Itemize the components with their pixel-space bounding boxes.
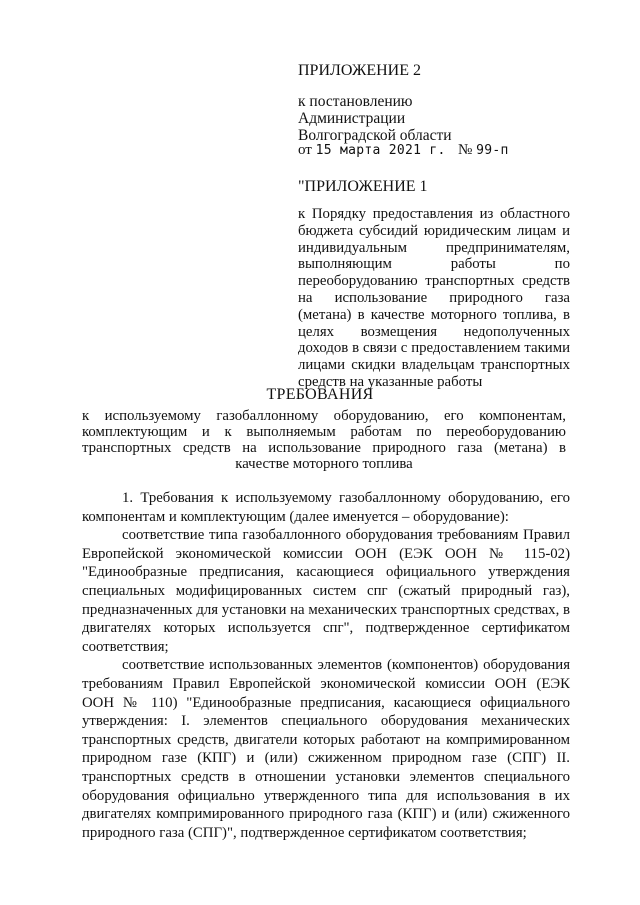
document-body bbox=[82, 489, 570, 842]
document-title: ТРЕБОВАНИЯ bbox=[266, 386, 374, 403]
decree-number-group bbox=[458, 142, 509, 159]
body-paragraph: соответствие использованных элементов (компонентов) оборудования требованиям Правил Европейской экономической комиссии ООН (ЕЭК ООН № 110) "Единообразные предписания, касающиеся официального утверждения: I. элементов специального оборудования механических транспортных средств, двигатели которых работают на компримированном природном газе (КПГ) и (или) сжиженном природном газе (СПГ) II. транспортных средств в отношении установки элементов специального оборудования официально утвержденного типа для использования в их двигателях компримированного природного газа (КПГ) и (или) сжиженного природного газа (СПГ)", подтвержденное сертификатом соответствия; bbox=[82, 657, 570, 841]
appendix-reference-line: к постановлению bbox=[298, 93, 413, 110]
number-prefix: № bbox=[458, 142, 473, 158]
appendix-one-heading: "ПРИЛОЖЕНИЕ 1 bbox=[298, 178, 428, 195]
appendix-reference-line: Волгоградской области bbox=[298, 127, 452, 144]
document-subtitle: к используемому газобаллонному оборудованию, его компонентам, комплектующим и к выполняемым работам по переоборудованию транспортных средств на использование природного газа (метана) в качестве моторного топлива bbox=[82, 408, 566, 472]
appendix-reference bbox=[298, 93, 570, 144]
appendix-reference-line: Администрации bbox=[298, 110, 406, 127]
appendix-one-text: к Порядку предоставления из областного бюджета субсидий юридическим лицам и индивидуальным предпринимателям, выполняющим работы по переоборудованию транспортных средств на использование природного газа (метана) в качестве моторного топлива, в целях возмещения недополученных доходов в связи с предоставлением такими лицами скидки владельцам транспортных средств на указанные работы bbox=[298, 206, 570, 390]
decree-number: 99-п bbox=[476, 143, 509, 158]
body-paragraph: 1. Требования к используемому газобаллонному оборудованию, его компонентам и комплектующим (далее именуется – оборудование): bbox=[82, 490, 570, 525]
date-prefix: от bbox=[298, 142, 312, 158]
appendix-heading: ПРИЛОЖЕНИЕ 2 bbox=[298, 62, 422, 79]
decree-date: 15 марта 2021 г. bbox=[315, 143, 446, 158]
decree-date-line bbox=[298, 142, 570, 159]
body-paragraph: соответствие типа газобаллонного оборудования требованиям Правил Европейской экономической комиссии ООН (ЕЭК ООН № 115-02) "Единообразные предписания, касающиеся официального утверждения специальных модифицированных систем спг (сжатый природный газ), предназначенных для установки на механических транспортных средствах, в двигателях которых используется спг", подтвержденное сертификатом соответствия; bbox=[82, 527, 570, 655]
